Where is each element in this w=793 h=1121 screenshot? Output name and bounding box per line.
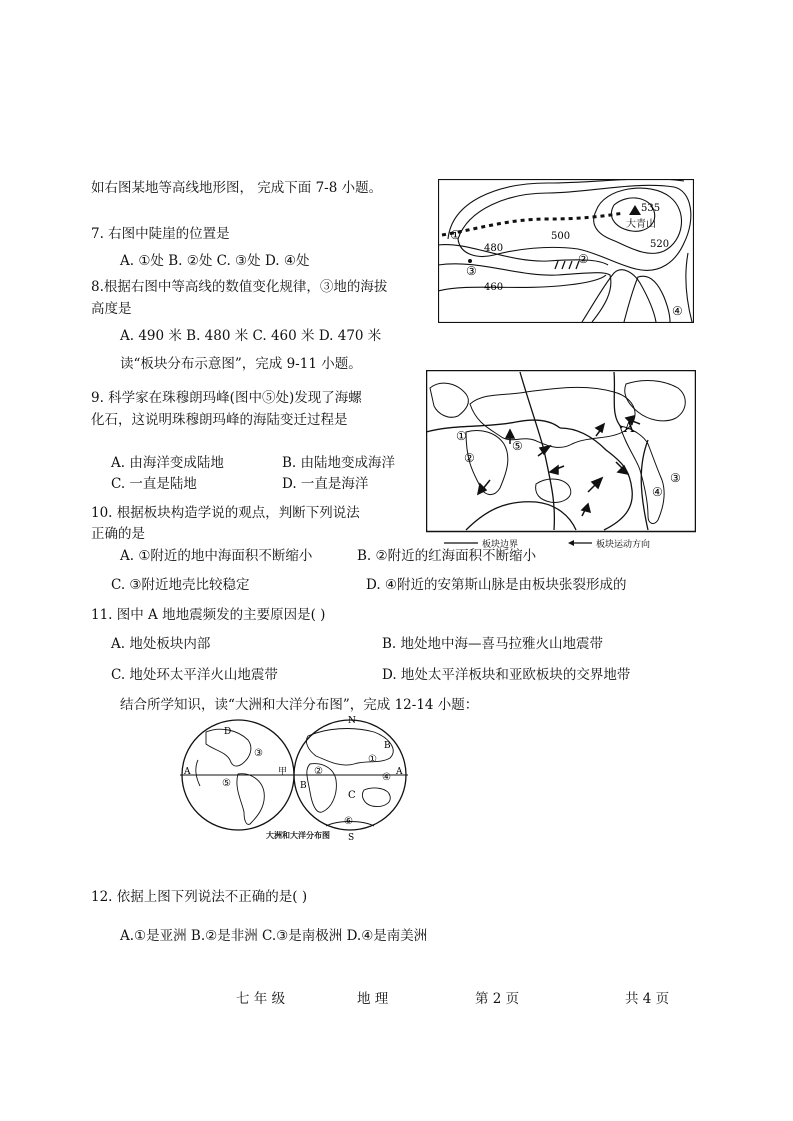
marker-2: ②	[578, 252, 589, 266]
plate-marker-1: ①	[456, 429, 467, 443]
globe-label-d: D	[224, 727, 232, 737]
contour-map-figure	[438, 179, 694, 323]
plate-label-a: A	[624, 420, 635, 436]
legend-direction: 板块运动方向	[596, 540, 651, 548]
q7-stem: 7. 右图中陡崖的位置是	[91, 226, 230, 242]
plate-marker-4: ④	[652, 485, 663, 499]
globe-marker-3: ③	[254, 748, 263, 759]
q9-opt-b: B. 由陆地变成海洋	[282, 455, 396, 471]
q11-opt-b: B. 地处地中海—喜马拉雅火山地震带	[382, 636, 604, 652]
label-460: 460	[484, 282, 504, 293]
globe-marker-1: ①	[368, 754, 377, 765]
contour-map	[438, 179, 694, 323]
q10-opt-b: B. ②附近的红海面积不断缩小	[357, 548, 537, 564]
label-500: 500	[551, 231, 571, 242]
globe-label-n: N	[348, 716, 356, 726]
label-daqingshan: 大青山	[626, 219, 656, 230]
label-480: 480	[484, 243, 504, 254]
intro-continents: 结合所学知识，读“大洲和大洋分布图”，完成 12-14 小题：	[120, 697, 479, 713]
q11-opt-a: A. 地处板块内部	[111, 636, 211, 652]
globe-label-jia: 甲	[278, 767, 288, 777]
footer-page: 第 2 页	[475, 991, 520, 1007]
q9-opt-d: D. 一直是海洋	[282, 476, 369, 492]
marker-1: ①	[450, 228, 461, 242]
globe-label-b-right: B	[384, 741, 391, 751]
globe-label-a-left: A	[184, 767, 191, 777]
globe-marker-4: ④	[382, 772, 391, 783]
plate-marker-3: ③	[670, 471, 681, 485]
q10-stem-line1: 10. 根据板块构造学说的观点，判断下列说法	[91, 505, 360, 521]
q10-opt-d: D. ④附近的安第斯山脉是由板块张裂形成的	[366, 577, 627, 593]
q12-options: A.①是亚洲 B.②是非洲 C.③是南极洲 D.④是南美洲	[120, 928, 428, 944]
q9-opt-a: A. 由海洋变成陆地	[111, 455, 224, 471]
globe-label-s: S	[348, 833, 355, 842]
q11-opt-c: C. 地处环太平洋火山地震带	[111, 667, 278, 683]
q8-stem-line2: 高度是	[91, 301, 132, 317]
globe-marker-6: ⑥	[344, 816, 353, 827]
label-520: 520	[650, 239, 670, 250]
q12-stem: 12. 依据上图下列说法不正确的是( )	[91, 889, 308, 905]
plate-marker-2: ②	[464, 451, 475, 465]
plate-map-figure	[426, 370, 696, 548]
point-dot	[468, 259, 472, 263]
globe-map	[176, 716, 412, 842]
legend-boundary: 板块边界	[482, 540, 519, 548]
legend-arrowhead-icon	[568, 540, 574, 546]
globe-map-figure	[176, 716, 412, 842]
intro-contour: 如右图某地等高线地形图， 完成下面 7-8 小题。	[91, 180, 383, 196]
q8-options: A. 490 米 B. 480 米 C. 460 米 D. 470 米	[120, 328, 382, 344]
q9-opt-c: C. 一直是陆地	[111, 476, 197, 492]
globe-label-c: C	[348, 790, 356, 801]
footer-subject: 地 理	[357, 991, 389, 1007]
q10-opt-a: A. ①附近的地中海面积不断缩小	[120, 548, 313, 564]
footer-total: 共 4 页	[625, 991, 670, 1007]
footer-grade: 七 年 级	[236, 991, 286, 1007]
q7-options: A. ①处 B. ②处 C. ③处 D. ④处	[120, 253, 310, 269]
q10-stem-line2: 正确的是	[91, 526, 145, 542]
q11-opt-d: D. 地处太平洋板块和亚欧板块的交界地带	[382, 667, 631, 683]
q9-stem-line1: 9. 科学家在珠穆朗玛峰(图中⑤处)发现了海螺	[91, 390, 362, 406]
marker-4: ④	[672, 304, 683, 318]
globe-label-a-right: A	[396, 767, 403, 777]
plate-map	[426, 370, 696, 548]
label-535: 535	[641, 203, 661, 214]
q9-stem-line2: 化石，这说明珠穆朗玛峰的海陆变迁过程是	[91, 412, 348, 428]
globe-caption: 大洲和大洋分布图	[266, 831, 330, 840]
marker-3: ③	[466, 264, 477, 278]
intro-plates: 读“板块分布示意图”，完成 9-11 小题。	[120, 356, 362, 372]
globe-marker-5: ⑤	[222, 778, 231, 789]
globe-label-b-left: B	[300, 781, 307, 791]
q8-stem-line1: 8.根据右图中等高线的数值变化规律，③地的海拔	[91, 279, 388, 295]
q10-opt-c: C. ③附近地壳比较稳定	[111, 577, 250, 593]
plate-marker-5: ⑤	[512, 439, 523, 453]
q11-stem: 11. 图中 A 地地震频发的主要原因是( )	[91, 607, 326, 623]
globe-marker-2: ②	[314, 766, 323, 777]
